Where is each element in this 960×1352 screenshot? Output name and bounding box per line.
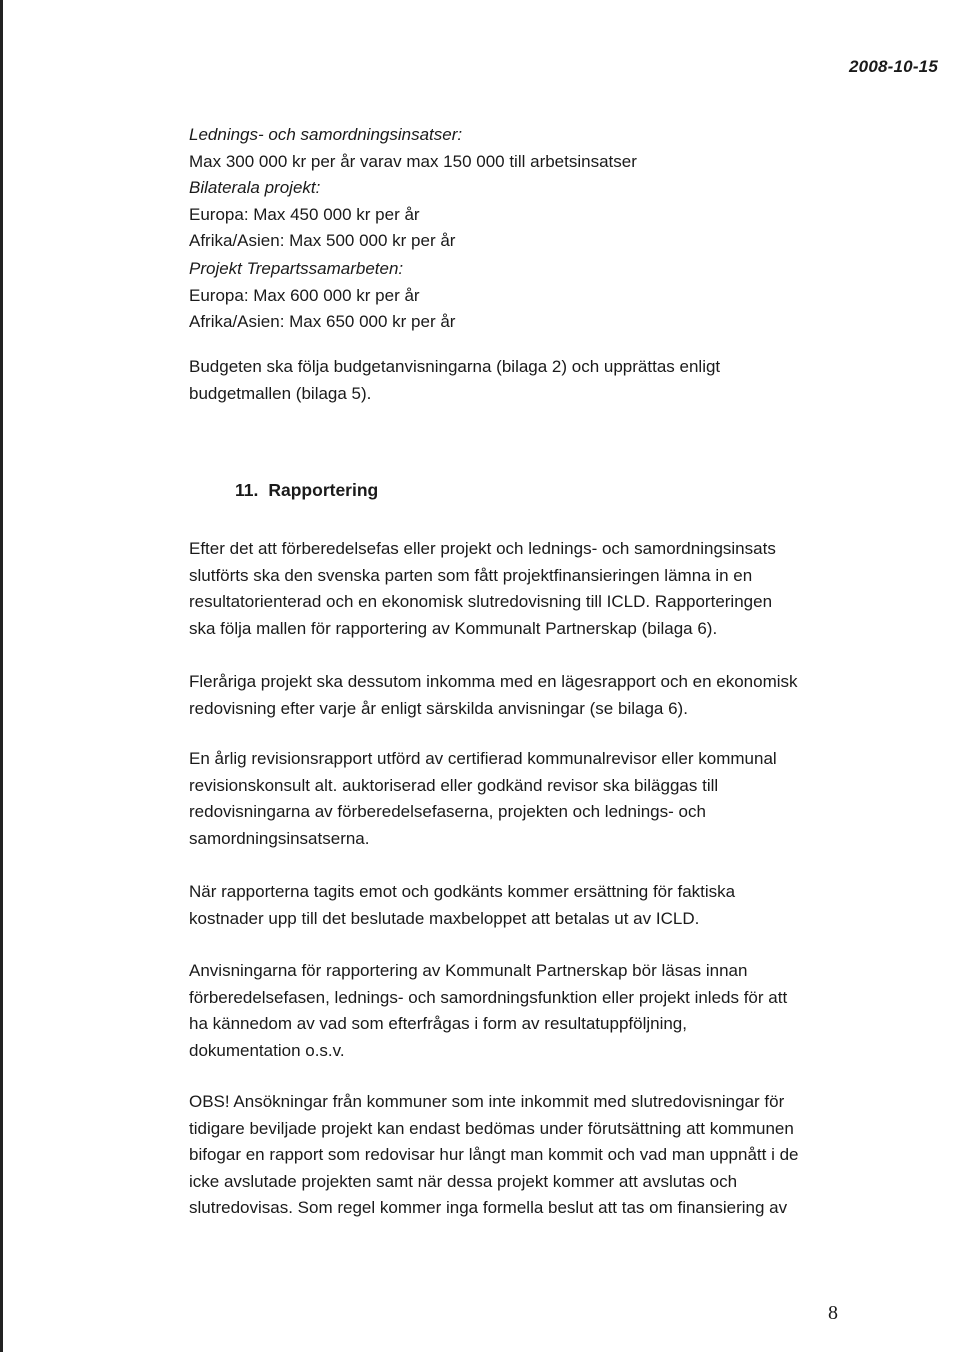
section-number: 11. (235, 480, 259, 500)
paragraph-line: redovisningarna av förberedelsefaserna, projekten och lednings- och (189, 802, 706, 822)
paragraph-line: slutförts ska den svenska parten som fått projektfinansieringen lämna in en (189, 565, 753, 585)
bilateral-line-africa-asia: Afrika/Asien: Max 500 000 kr per år (189, 231, 456, 251)
budget-note (189, 354, 869, 407)
document-date: 2008-10-15 (849, 57, 938, 76)
scan-edge-rule (0, 0, 3, 1352)
paragraph-line: ska följa mallen för rapportering av Kommunalt Partnerskap (bilaga 6). (189, 618, 718, 638)
paragraph-line: Efter det att förberedelsefas eller projekt och lednings- och samordningsinsats (189, 539, 776, 558)
paragraph (189, 746, 869, 852)
trilateral-line-africa-asia: Afrika/Asien: Max 650 000 kr per år (189, 312, 456, 332)
paragraph-line: förberedelsefasen, lednings- och samordningsfunktion eller projekt inleds för att (189, 987, 788, 1007)
budget-note-line: Budgeten ska följa budgetanvisningarna (bilaga 2) och upprättas enligt (189, 357, 721, 376)
paragraph-line: redovisning efter varje år enligt särskilda anvisningar (se bilaga 6). (189, 698, 688, 718)
paragraph-line: revisionskonsult alt. auktoriserad eller godkänd revisor ska biläggas till (189, 775, 719, 795)
paragraph-line: En årlig revisionsrapport utförd av certifierad kommunalrevisor eller kommunal (189, 749, 777, 768)
paragraph-line: Fleråriga projekt ska dessutom inkomma med en lägesrapport och en ekonomisk (189, 672, 798, 691)
budget-limits (189, 122, 869, 255)
paragraph (189, 669, 869, 722)
page-number: 8 (828, 1302, 838, 1324)
paragraph-line: kostnader upp till det beslutade maxbeloppet att betalas ut av ICLD. (189, 908, 700, 928)
paragraph (189, 536, 869, 642)
paragraph-line: OBS! Ansökningar från kommuner som inte inkommit med slutredovisningar för (189, 1092, 785, 1111)
trilateral-heading: Projekt Trepartssamarbeten: (189, 259, 404, 278)
section-title: Rapportering (268, 480, 379, 500)
bilateral-heading: Bilaterala projekt: (189, 178, 321, 198)
trilateral-line-europe: Europa: Max 600 000 kr per år (189, 285, 420, 305)
paragraph-line: tidigare beviljade projekt kan endast bedömas under förutsättning att kommunen (189, 1118, 794, 1138)
paragraph-line: resultatorienterad och en ekonomisk slutredovisning till ICLD. Rapporteringen (189, 592, 773, 612)
paragraph (189, 1089, 869, 1222)
paragraph-line: När rapporterna tagits emot och godkänts kommer ersättning för faktiska (189, 882, 736, 901)
paragraph-line: samordningsinsatserna. (189, 828, 370, 848)
management-line: Max 300 000 kr per år varav max 150 000 till arbetsinsatser (189, 151, 637, 171)
management-heading: Lednings- och samordningsinsatser: (189, 125, 463, 144)
paragraph-line: dokumentation o.s.v. (189, 1040, 345, 1060)
paragraph-line: Anvisningarna för rapportering av Kommunalt Partnerskap bör läsas innan (189, 961, 748, 980)
section-heading (235, 480, 378, 501)
paragraph-line: icke avslutade projekten samt när dessa projekt kommer att avslutas och (189, 1171, 738, 1191)
trilateral-limits (189, 256, 869, 336)
paragraph (189, 958, 869, 1064)
paragraph-line: slutredovisas. Som regel kommer inga formella beslut att tas om finansiering av (189, 1198, 788, 1218)
paragraph-line: bifogar en rapport som redovisar hur långt man kommit och vad man uppnått i de (189, 1145, 799, 1165)
paragraph-line: ha kännedom av vad som efterfrågas i form av resultatuppföljning, (189, 1014, 687, 1034)
budget-note-line: budgetmallen (bilaga 5). (189, 383, 372, 403)
bilateral-line-europe: Europa: Max 450 000 kr per år (189, 204, 420, 224)
paragraph (189, 879, 869, 932)
